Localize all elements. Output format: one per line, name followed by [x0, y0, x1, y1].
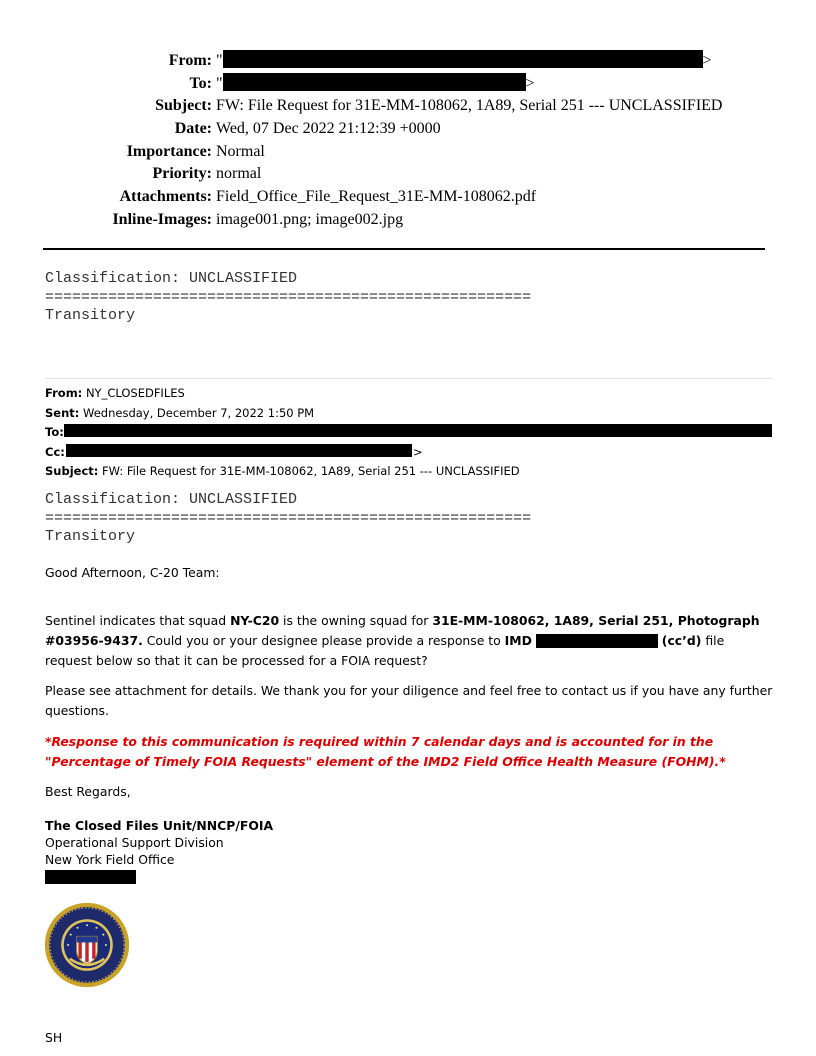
redaction-box: [223, 73, 526, 91]
fwd-from-label: From:: [45, 386, 83, 400]
classification-divider: ======================================================: [45, 289, 532, 306]
redaction-box: [45, 870, 136, 884]
header-importance-row: [0, 141, 816, 164]
to-label: To:: [189, 74, 212, 92]
fwd-cc-end: >: [413, 444, 423, 459]
priority-label: Priority:: [152, 165, 212, 183]
to-quote: ": [216, 74, 223, 92]
body-paragraph-2: Please see attachment for details. We thank you for your diligence and feel free to contact us if you have any further questions.: [45, 683, 773, 718]
signature-division: Operational Support Division: [45, 835, 224, 850]
header-date-row: [0, 118, 816, 141]
fwd-from-row: [45, 384, 772, 404]
fwd-subject-value: FW: File Request for 31E-MM-108062, 1A89, Serial 251 --- UNCLASSIFIED: [102, 464, 520, 478]
p1-text: Sentinel indicates that squad: [45, 613, 231, 628]
signature-block: [45, 817, 773, 885]
signature-office: New York Field Office: [45, 852, 175, 867]
header-to-row: [0, 73, 816, 96]
transitory-label: Transitory: [45, 528, 136, 545]
from-label: From:: [168, 52, 212, 69]
p1-text: file request below so that it can be processed for a FOIA request?: [45, 633, 725, 668]
redaction-box: [64, 424, 772, 437]
header-divider: [43, 248, 765, 250]
priority-value: normal: [216, 165, 262, 183]
greeting: Good Afternoon, C-20 Team:: [45, 565, 220, 580]
fwd-to-label: To:: [45, 425, 64, 439]
fwd-subject-label: Subject:: [45, 464, 99, 478]
header-priority-row: [0, 163, 816, 186]
from-end: >: [702, 52, 712, 69]
header-inline-images-row: [0, 209, 816, 232]
header-attachments-row: [0, 186, 816, 209]
redaction-box: [223, 50, 703, 68]
sender-initials: SH: [45, 1030, 63, 1045]
forwarded-header: [45, 384, 772, 482]
fwd-to-row: [45, 423, 772, 443]
fwd-cc-label: Cc:: [45, 444, 65, 459]
header-from-row: [0, 50, 816, 73]
inline-images-label: Inline-Images:: [112, 210, 212, 228]
date-value: Wed, 07 Dec 2022 21:12:39 +0000: [216, 120, 441, 138]
subject-label: Subject:: [155, 97, 212, 115]
subject-value: FW: File Request for 31E-MM-108062, 1A89, Serial 251 --- UNCLASSIFIED: [216, 97, 723, 115]
fwd-cc-row: [45, 443, 772, 463]
response-notice: *Response to this communication is required within 7 calendar days and is accounted for in the "Percentage of Timely FOIA Requests" element of the IMD2 Field Office Health Measure (FOHM).*: [45, 734, 726, 769]
importance-value: Normal: [216, 142, 265, 160]
imd-label: IMD: [504, 633, 532, 648]
squad-name: NY-C20: [230, 613, 280, 628]
file-reference: 31E-MM-108062, 1A89, Serial 251, Photograph #03956-9437.: [45, 613, 760, 648]
classification-line: Classification: UNCLASSIFIED: [45, 491, 298, 508]
body-paragraph-1: [45, 611, 773, 671]
email-header: [0, 50, 816, 232]
fwd-from-value: NY_CLOSEDFILES: [85, 386, 185, 400]
redaction-box: [536, 634, 658, 648]
fwd-sent-value: Wednesday, December 7, 2022 1:50 PM: [83, 405, 315, 420]
signature-unit: The Closed Files Unit/NNCP/FOIA: [45, 818, 274, 833]
ccd-label: (cc’d): [661, 633, 702, 648]
fwd-sent-row: [45, 404, 772, 424]
classification-line: Classification: UNCLASSIFIED: [45, 270, 298, 287]
from-quote: ": [216, 52, 223, 69]
fwd-sent-label: Sent:: [45, 405, 80, 420]
attachments-label: Attachments:: [119, 188, 212, 206]
fwd-subject-row: [45, 462, 772, 482]
attachment-link[interactable]: Field_Office_File_Request_31E-MM-108062.pdf: [216, 188, 537, 206]
to-end: >: [525, 74, 535, 92]
message-divider: [45, 378, 772, 379]
fbi-seal-icon: [44, 902, 130, 988]
p1-text: Could you or your designee please provide a response to: [142, 633, 505, 648]
closing: Best Regards,: [45, 784, 131, 799]
classification-divider: ======================================================: [45, 510, 532, 527]
importance-label: Importance:: [126, 142, 212, 160]
date-label: Date:: [174, 120, 212, 138]
inline-images-value: image001.png; image002.jpg: [216, 210, 404, 228]
header-subject-row: [0, 95, 816, 118]
transitory-label: Transitory: [45, 307, 136, 324]
p1-text: is the owning squad for: [279, 613, 433, 628]
redaction-box: [66, 444, 412, 457]
